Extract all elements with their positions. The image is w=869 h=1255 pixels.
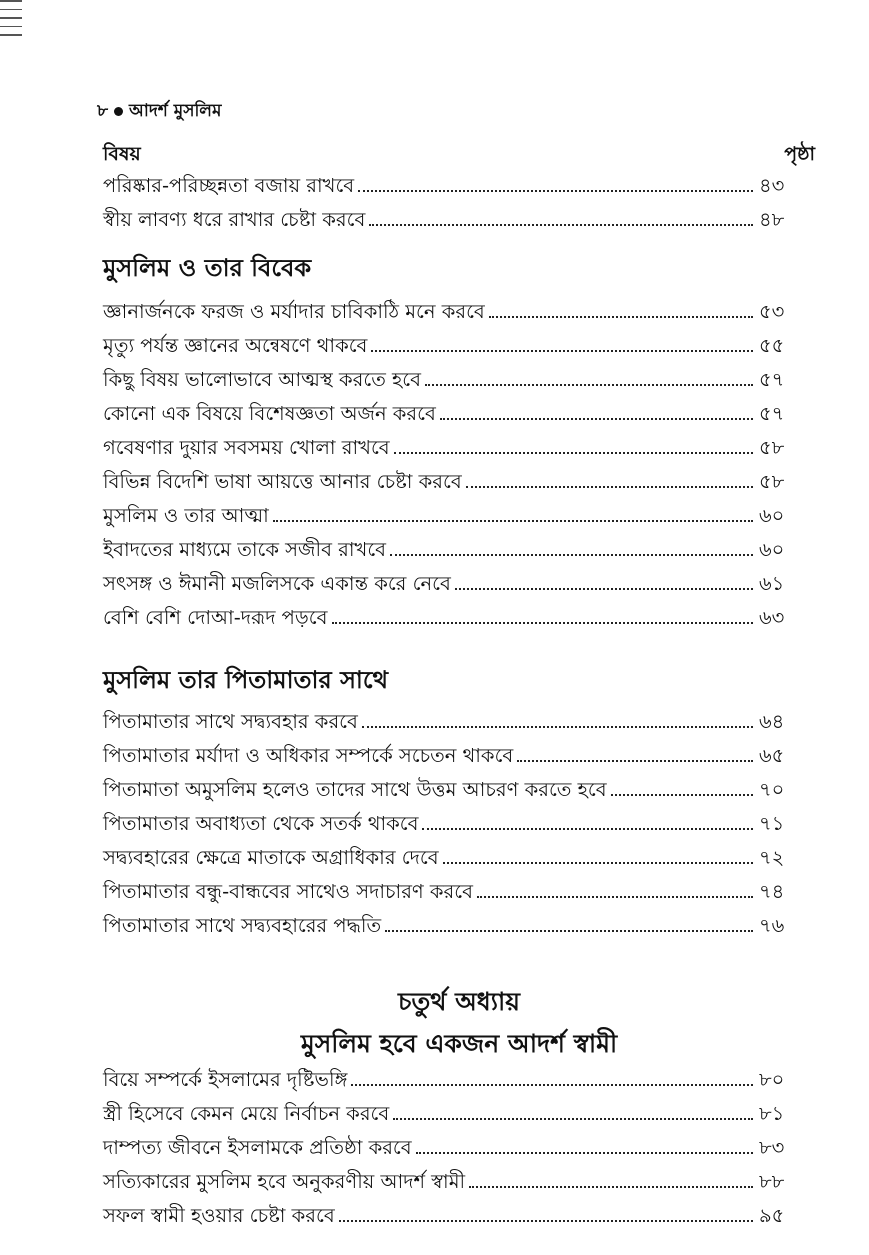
dot-leader xyxy=(369,224,753,226)
toc-entry-title: স্ত্রী হিসেবে কেমন মেয়ে নির্বাচন করবে xyxy=(103,1102,390,1125)
toc-entry xyxy=(103,742,815,776)
dot-leader xyxy=(371,350,753,352)
running-head xyxy=(97,98,221,126)
toc-entry xyxy=(103,844,815,878)
toc-entry-page: ৫৮ xyxy=(759,436,785,459)
page-header: পৃষ্ঠা xyxy=(784,143,815,165)
toc-entry xyxy=(103,366,815,400)
chapter-title: মুসলিম হবে একজন আদর্শ স্বামী xyxy=(300,1029,618,1058)
page-edge-lines xyxy=(0,0,22,43)
toc-entry xyxy=(103,878,815,912)
column-headers xyxy=(103,140,815,172)
toc-entry-page: ৬০ xyxy=(759,538,785,561)
dot-leader xyxy=(416,1152,753,1154)
toc-entry-page: ৫৮ xyxy=(759,470,785,493)
toc-entry-title: পিতামাতা অমুসলিম হলেও তাদের সাথে উত্তম আচরণ করতে হবে xyxy=(103,778,607,801)
dot-leader xyxy=(425,384,753,386)
dot-leader xyxy=(393,1118,753,1120)
dot-leader xyxy=(390,554,753,556)
toc-group-2 xyxy=(103,298,815,638)
toc-entry xyxy=(103,502,815,536)
dot-leader xyxy=(332,622,754,624)
dot-leader xyxy=(466,486,753,488)
toc-entry xyxy=(103,1134,815,1168)
toc-entry xyxy=(103,332,815,366)
toc-entry-title: সফল স্বামী হওয়ার চেষ্টা করবে xyxy=(103,1204,335,1227)
toc-entry-title: পিতামাতার সাথে সদ্ব্যবহার করবে xyxy=(103,710,358,733)
dot-leader xyxy=(358,190,753,192)
toc-entry-title: দাম্পত্য জীবনে ইসলামকে প্রতিষ্ঠা করবে xyxy=(103,1136,412,1159)
toc-entry-page: ৭০ xyxy=(759,778,785,801)
toc-entry-title: পিতামাতার বন্ধু-বান্ধবের সাথেও সদাচারণ করবে xyxy=(103,880,473,903)
toc-entry xyxy=(103,536,815,570)
toc-entry-title: মৃত্যু পর্যন্ত জ্ঞানের অন্বেষণে থাকবে xyxy=(103,334,368,357)
page-number: ৮ xyxy=(97,101,109,121)
toc-entry-title: সত্যিকারের মুসলিম হবে অনুকরণীয় আদর্শ স্বামী xyxy=(103,1170,466,1193)
toc-entry-page: ৫৭ xyxy=(759,368,785,391)
toc-entry-title: পিতামাতার অবাধ্যতা থেকে সতর্ক থাকবে xyxy=(103,812,419,835)
toc-entry-page: ৮১ xyxy=(759,1102,785,1125)
section-heading: মুসলিম ও তার বিবেক xyxy=(103,254,312,282)
toc-entry-page: ৫৫ xyxy=(759,334,785,357)
toc-entry-title: পরিষ্কার-পরিচ্ছন্নতা বজায় রাখবে xyxy=(103,174,355,197)
toc-entry-page: ৬১ xyxy=(759,572,785,595)
dot-leader xyxy=(273,520,753,522)
toc-entry xyxy=(103,1202,815,1236)
toc-entry-page: ৭১ xyxy=(759,812,785,835)
dot-leader xyxy=(440,418,753,420)
toc-entry-page: ৭৪ xyxy=(759,880,785,903)
toc-entry-title: জ্ঞানার্জনকে ফরজ ও মর্যাদার চাবিকাঠি মনে করবে xyxy=(103,300,485,323)
toc-entry-page: ৭২ xyxy=(759,846,785,869)
toc-entry-page: ৮০ xyxy=(759,1068,785,1091)
toc-entry-title: সৎসঙ্গ ও ঈমানী মজলিসকে একান্ত করে নেবে xyxy=(103,572,451,595)
toc-entry-title: বেশি বেশি দোআ-দরূদ পড়বে xyxy=(103,606,328,629)
toc-entry xyxy=(103,206,815,240)
toc-entry-page: ৫৩ xyxy=(759,300,785,323)
toc-entry-page: ৯৫ xyxy=(759,1204,785,1227)
toc-entry xyxy=(103,810,815,844)
toc-entry xyxy=(103,776,815,810)
toc-entry-page: ৬৪ xyxy=(759,710,785,733)
toc-entry xyxy=(103,434,815,468)
dot-leader xyxy=(477,896,753,898)
toc-entry xyxy=(103,912,815,946)
toc-entry-page: ৬৩ xyxy=(759,606,785,629)
toc-group-1 xyxy=(103,172,815,240)
toc-entry xyxy=(103,1168,815,1202)
toc-entry-title: পিতামাতার সাথে সদ্ব্যবহারের পদ্ধতি xyxy=(103,914,382,937)
dot-leader xyxy=(443,862,753,864)
dot-leader xyxy=(517,760,753,762)
dot-leader xyxy=(489,316,753,318)
toc-entry-title: স্বীয় লাবণ্য ধরে রাখার চেষ্টা করবে xyxy=(103,208,366,231)
dot-leader xyxy=(455,588,753,590)
toc-block-1 xyxy=(103,140,815,240)
toc-entry-title: কিছু বিষয় ভালোভাবে আত্মস্থ করতে হবে xyxy=(103,368,421,391)
toc-entry-title: গবেষণার দুয়ার সবসময় খোলা রাখবে xyxy=(103,436,390,459)
chapter-label: চতুর্থ অধ্যায় xyxy=(397,987,521,1016)
toc-entry-page: ৬৫ xyxy=(759,744,785,767)
toc-entry xyxy=(103,604,815,638)
toc-entry xyxy=(103,1066,815,1100)
topic-header: বিষয় xyxy=(103,143,141,165)
toc-entry-title: বিভিন্ন বিদেশি ভাষা আয়ত্তে আনার চেষ্টা করবে xyxy=(103,470,462,493)
toc-entry-title: সদ্ব্যবহারের ক্ষেত্রে মাতাকে অগ্রাধিকার দেবে xyxy=(103,846,439,869)
toc-entry-title: ইবাদতের মাধ্যমে তাকে সজীব রাখবে xyxy=(103,538,387,561)
toc-entry-page: ৪৩ xyxy=(759,174,785,197)
toc-entry xyxy=(103,172,815,206)
toc-entry-title: পিতামাতার মর্যাদা ও অধিকার সম্পর্কে সচেতন থাকবে xyxy=(103,744,514,767)
toc-entry-page: ৬০ xyxy=(759,504,785,527)
toc-entry-title: কোনো এক বিষয়ে বিশেষজ্ঞতা অর্জন করবে xyxy=(103,402,436,425)
toc-group-3 xyxy=(103,708,815,946)
toc-entry xyxy=(103,1100,815,1134)
dot-leader xyxy=(362,726,753,728)
toc-entry-title: বিয়ে সম্পর্কে ইসলামের দৃষ্টিভঙ্গি xyxy=(103,1068,348,1091)
toc-entry-title: মুসলিম ও তার আত্মা xyxy=(103,504,269,527)
dot-leader xyxy=(339,1220,753,1222)
dot-leader xyxy=(385,930,753,932)
toc-entry-page: ৫৭ xyxy=(759,402,785,425)
dot-leader xyxy=(351,1084,753,1086)
toc-entry-page: ৪৮ xyxy=(759,208,785,231)
section-heading: মুসলিম তার পিতামাতার সাথে xyxy=(103,666,389,694)
toc-entry-page: ৮৮ xyxy=(759,1170,785,1193)
dot-leader xyxy=(394,452,753,454)
toc-entry xyxy=(103,400,815,434)
toc-entry xyxy=(103,708,815,742)
dot-leader xyxy=(469,1186,753,1188)
toc-entry-page: ৮৩ xyxy=(759,1136,785,1159)
bullet-icon xyxy=(114,107,123,116)
book-title: আদর্শ মুসলিম xyxy=(129,101,222,121)
toc-entry xyxy=(103,570,815,604)
toc-group-4 xyxy=(103,1066,815,1236)
dot-leader xyxy=(611,794,753,796)
toc-entry xyxy=(103,468,815,502)
toc-entry-page: ৭৬ xyxy=(759,914,785,937)
toc-entry xyxy=(103,298,815,332)
dot-leader xyxy=(422,828,753,830)
